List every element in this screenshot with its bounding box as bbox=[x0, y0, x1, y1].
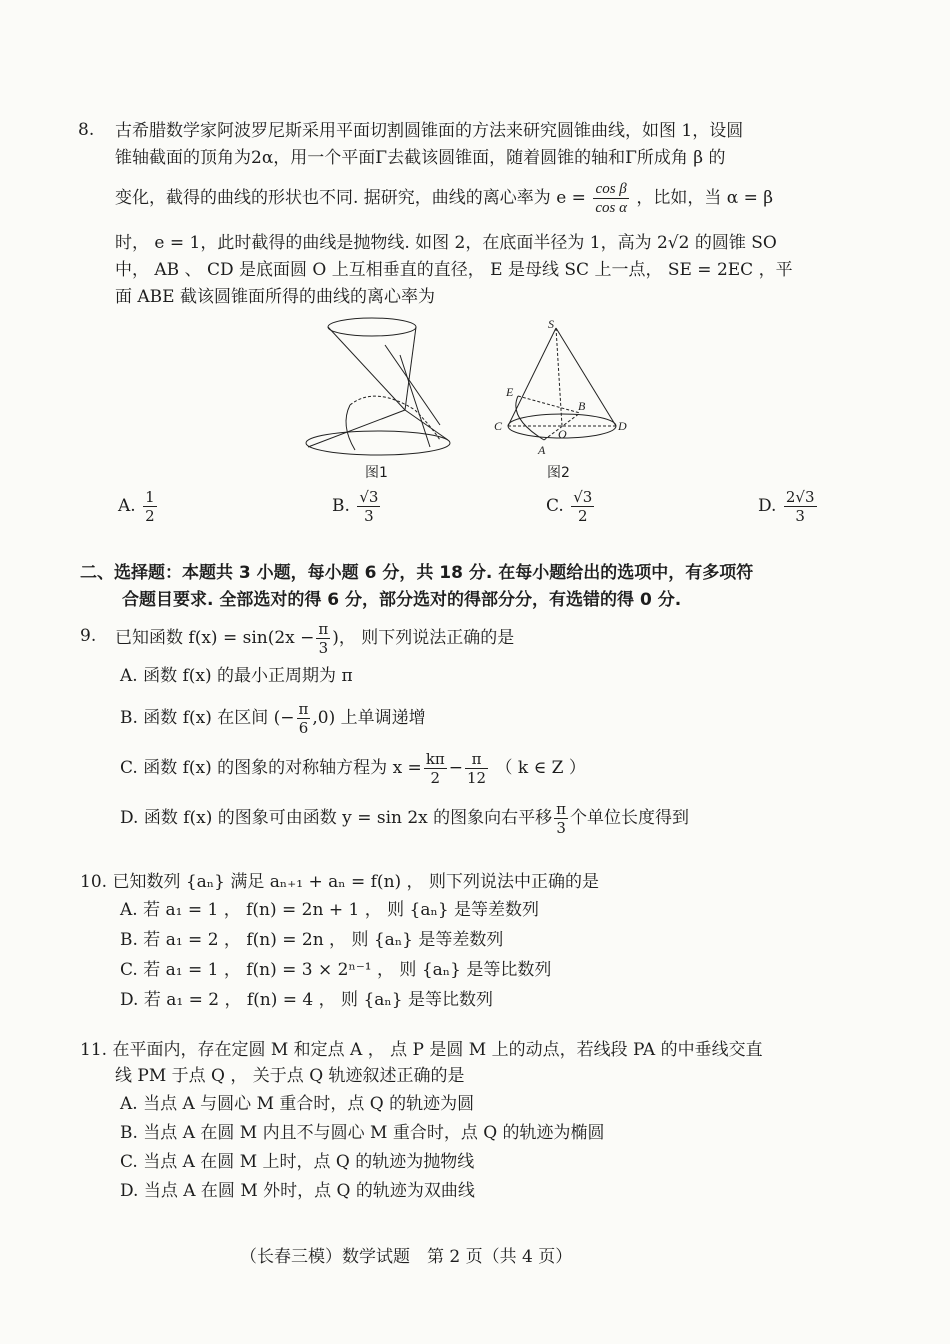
frac-numerator: 2√3 bbox=[785, 488, 815, 506]
frac-numerator: √3 bbox=[359, 488, 379, 506]
frac-numerator: cos β bbox=[593, 180, 629, 199]
q8-option-d[interactable] bbox=[758, 488, 819, 525]
q10-option-a[interactable]: A. 若 a₁ = 1 ， f(n) = 2n + 1 ， 则 {aₙ} 是等差数列 bbox=[120, 900, 540, 920]
frac-numerator: √3 bbox=[573, 488, 593, 506]
frac-denominator: 3 bbox=[318, 639, 329, 657]
frac-numerator: π bbox=[298, 700, 309, 718]
q11-option-a[interactable]: A. 当点 A 与圆心 M 重合时，点 Q 的轨迹为圆 bbox=[120, 1094, 475, 1114]
q9-b-pre: B. 函数 f(x) 在区间 (− bbox=[120, 708, 295, 728]
section2-line2: 合题目要求. 全部选对的得 6 分，部分选对的得部分分，有选错的得 0 分. bbox=[122, 590, 682, 610]
frac-denominator: 3 bbox=[364, 507, 374, 525]
frac-denominator: 2 bbox=[578, 507, 588, 525]
q9-number: 9. bbox=[80, 626, 97, 646]
frac-denominator: cos α bbox=[595, 200, 627, 216]
q9-d-pre: D. 函数 f(x) 的图象可由函数 y = sin 2x 的图象向右平移 bbox=[120, 808, 553, 828]
q10-option-b[interactable]: B. 若 a₁ = 2 ， f(n) = 2n ， 则 {aₙ} 是等差数列 bbox=[120, 930, 504, 950]
frac-denominator: 12 bbox=[467, 769, 487, 787]
frac-numerator: kπ bbox=[425, 750, 445, 768]
option-fraction bbox=[357, 488, 380, 525]
frac-denominator: 6 bbox=[298, 719, 309, 737]
q11-option-d[interactable]: D. 当点 A 在圆 M 外时，点 Q 的轨迹为双曲线 bbox=[120, 1181, 475, 1201]
q8-number: 8. bbox=[78, 120, 95, 140]
option-label: B. bbox=[332, 496, 350, 516]
figure1-caption: 图1 bbox=[365, 465, 388, 481]
q11-option-c[interactable]: C. 当点 A 在圆 M 上时，点 Q 的轨迹为抛物线 bbox=[120, 1152, 475, 1172]
figure2-label: E bbox=[506, 385, 514, 399]
q8-line1: 古希腊数学家阿波罗尼斯采用平面切割圆锥面的方法来研究圆锥曲线，如图 1，设圆 bbox=[115, 121, 744, 141]
q8-option-b[interactable] bbox=[332, 488, 382, 525]
option-label: A. bbox=[118, 496, 136, 516]
q9-d-post: 个单位长度得到 bbox=[570, 808, 690, 828]
q9-c-fraction1 bbox=[424, 750, 447, 787]
q9-c-post: （ k ∈ Z ） bbox=[495, 758, 586, 778]
q11-line2: 线 PM 于点 Q ， 关于点 Q 轨迹叙述正确的是 bbox=[115, 1066, 465, 1086]
q9-stem-pre: 已知函数 f(x) = sin(2x − bbox=[115, 628, 315, 648]
q10-stem: 10. 已知数列 {aₙ} 满足 aₙ₊₁ + aₙ = f(n) ， 则下列说法中正确的是 bbox=[80, 872, 599, 892]
q8-line6: 面 ABE 截该圆锥面所得的曲线的离心率为 bbox=[115, 287, 435, 307]
figure2-caption: 图2 bbox=[547, 465, 570, 481]
section2-line1: 二、选择题：本题共 3 小题，每小题 6 分，共 18 分. 在每小题给出的选项中，有多项符 bbox=[80, 563, 754, 583]
q9-b-post: ,0) 上单调递增 bbox=[312, 708, 426, 728]
q11-option-b[interactable]: B. 当点 A 在圆 M 内且不与圆心 M 重合时，点 Q 的轨迹为椭圆 bbox=[120, 1123, 605, 1143]
option-fraction bbox=[784, 488, 817, 525]
q8-line3-pre: 变化，截得的曲线的形状也不同. 据研究，曲线的离心率为 e = bbox=[115, 188, 586, 208]
q8-option-c[interactable] bbox=[546, 488, 596, 525]
q9-option-a[interactable]: A. 函数 f(x) 的最小正周期为 π bbox=[120, 666, 353, 686]
q9-c-pre: C. 函数 f(x) 的图象的对称轴方程为 x = bbox=[120, 758, 422, 778]
frac-numerator: 1 bbox=[145, 488, 155, 506]
figure2-label: A bbox=[538, 443, 546, 457]
option-label: D. bbox=[758, 496, 777, 516]
frac-denominator: 2 bbox=[430, 769, 441, 787]
q9-d-fraction bbox=[554, 800, 568, 837]
frac-denominator: 3 bbox=[795, 507, 805, 525]
q9-stem-post: )， 则下列说法正确的是 bbox=[332, 628, 515, 648]
q11-line1: 11. 在平面内，存在定圆 M 和定点 A ， 点 P 是圆 M 上的动点，若线段 PA 的中垂线交直 bbox=[80, 1040, 763, 1060]
frac-numerator: π bbox=[556, 800, 567, 818]
q9-option-b[interactable] bbox=[120, 700, 426, 737]
q9-option-d[interactable] bbox=[120, 800, 689, 837]
q8-line4: 时， e = 1，此时截得的曲线是抛物线. 如图 2，在底面半径为 1，高为 2√2 的圆锥 SO bbox=[115, 233, 777, 253]
q8-line2: 锥轴截面的顶角为2α，用一个平面Γ去截该圆锥面，随着圆锥的轴和Γ所成角 β 的 bbox=[115, 148, 726, 168]
q8-option-a[interactable] bbox=[118, 488, 159, 525]
q8-line3-post: ，比如，当 α = β bbox=[636, 188, 774, 208]
q10-option-c[interactable]: C. 若 a₁ = 1 ， f(n) = 3 × 2ⁿ⁻¹ ， 则 {aₙ} 是等比数列 bbox=[120, 960, 552, 980]
q9-b-fraction bbox=[297, 700, 311, 737]
q8-line5: 中， AB 、 CD 是底面圆 O 上互相垂直的直径， E 是母线 SC 上一点， SE = 2EC ，平 bbox=[115, 260, 793, 280]
figure2-label: S bbox=[548, 318, 554, 331]
eccentricity-fraction bbox=[593, 180, 629, 217]
frac-numerator: π bbox=[465, 750, 488, 769]
figure2-label: C bbox=[494, 419, 503, 433]
figure1-cone-diagram bbox=[300, 315, 455, 460]
option-fraction bbox=[143, 488, 157, 525]
frac-denominator: 2 bbox=[145, 507, 155, 525]
figure2-label: D bbox=[618, 419, 627, 433]
frac-numerator: π bbox=[318, 620, 329, 638]
q8-line3 bbox=[115, 180, 773, 217]
figure2-label: O bbox=[558, 427, 567, 441]
frac-denominator: 3 bbox=[556, 819, 566, 837]
q10-option-d[interactable]: D. 若 a₁ = 2 ， f(n) = 4 ， 则 {aₙ} 是等比数列 bbox=[120, 990, 493, 1010]
q9-c-fraction2 bbox=[465, 750, 488, 787]
q9-option-c[interactable] bbox=[120, 750, 586, 787]
option-label: C. bbox=[546, 496, 564, 516]
q9-c-minus: − bbox=[448, 758, 464, 778]
q9-stem-fraction bbox=[316, 620, 330, 657]
q9-stem bbox=[115, 620, 514, 657]
page-footer: （长春三模）数学试题 第 2 页（共 4 页） bbox=[240, 1247, 573, 1267]
figure2-cone-diagram bbox=[488, 318, 638, 458]
figure2-label: B bbox=[578, 399, 586, 413]
option-fraction bbox=[571, 488, 594, 525]
